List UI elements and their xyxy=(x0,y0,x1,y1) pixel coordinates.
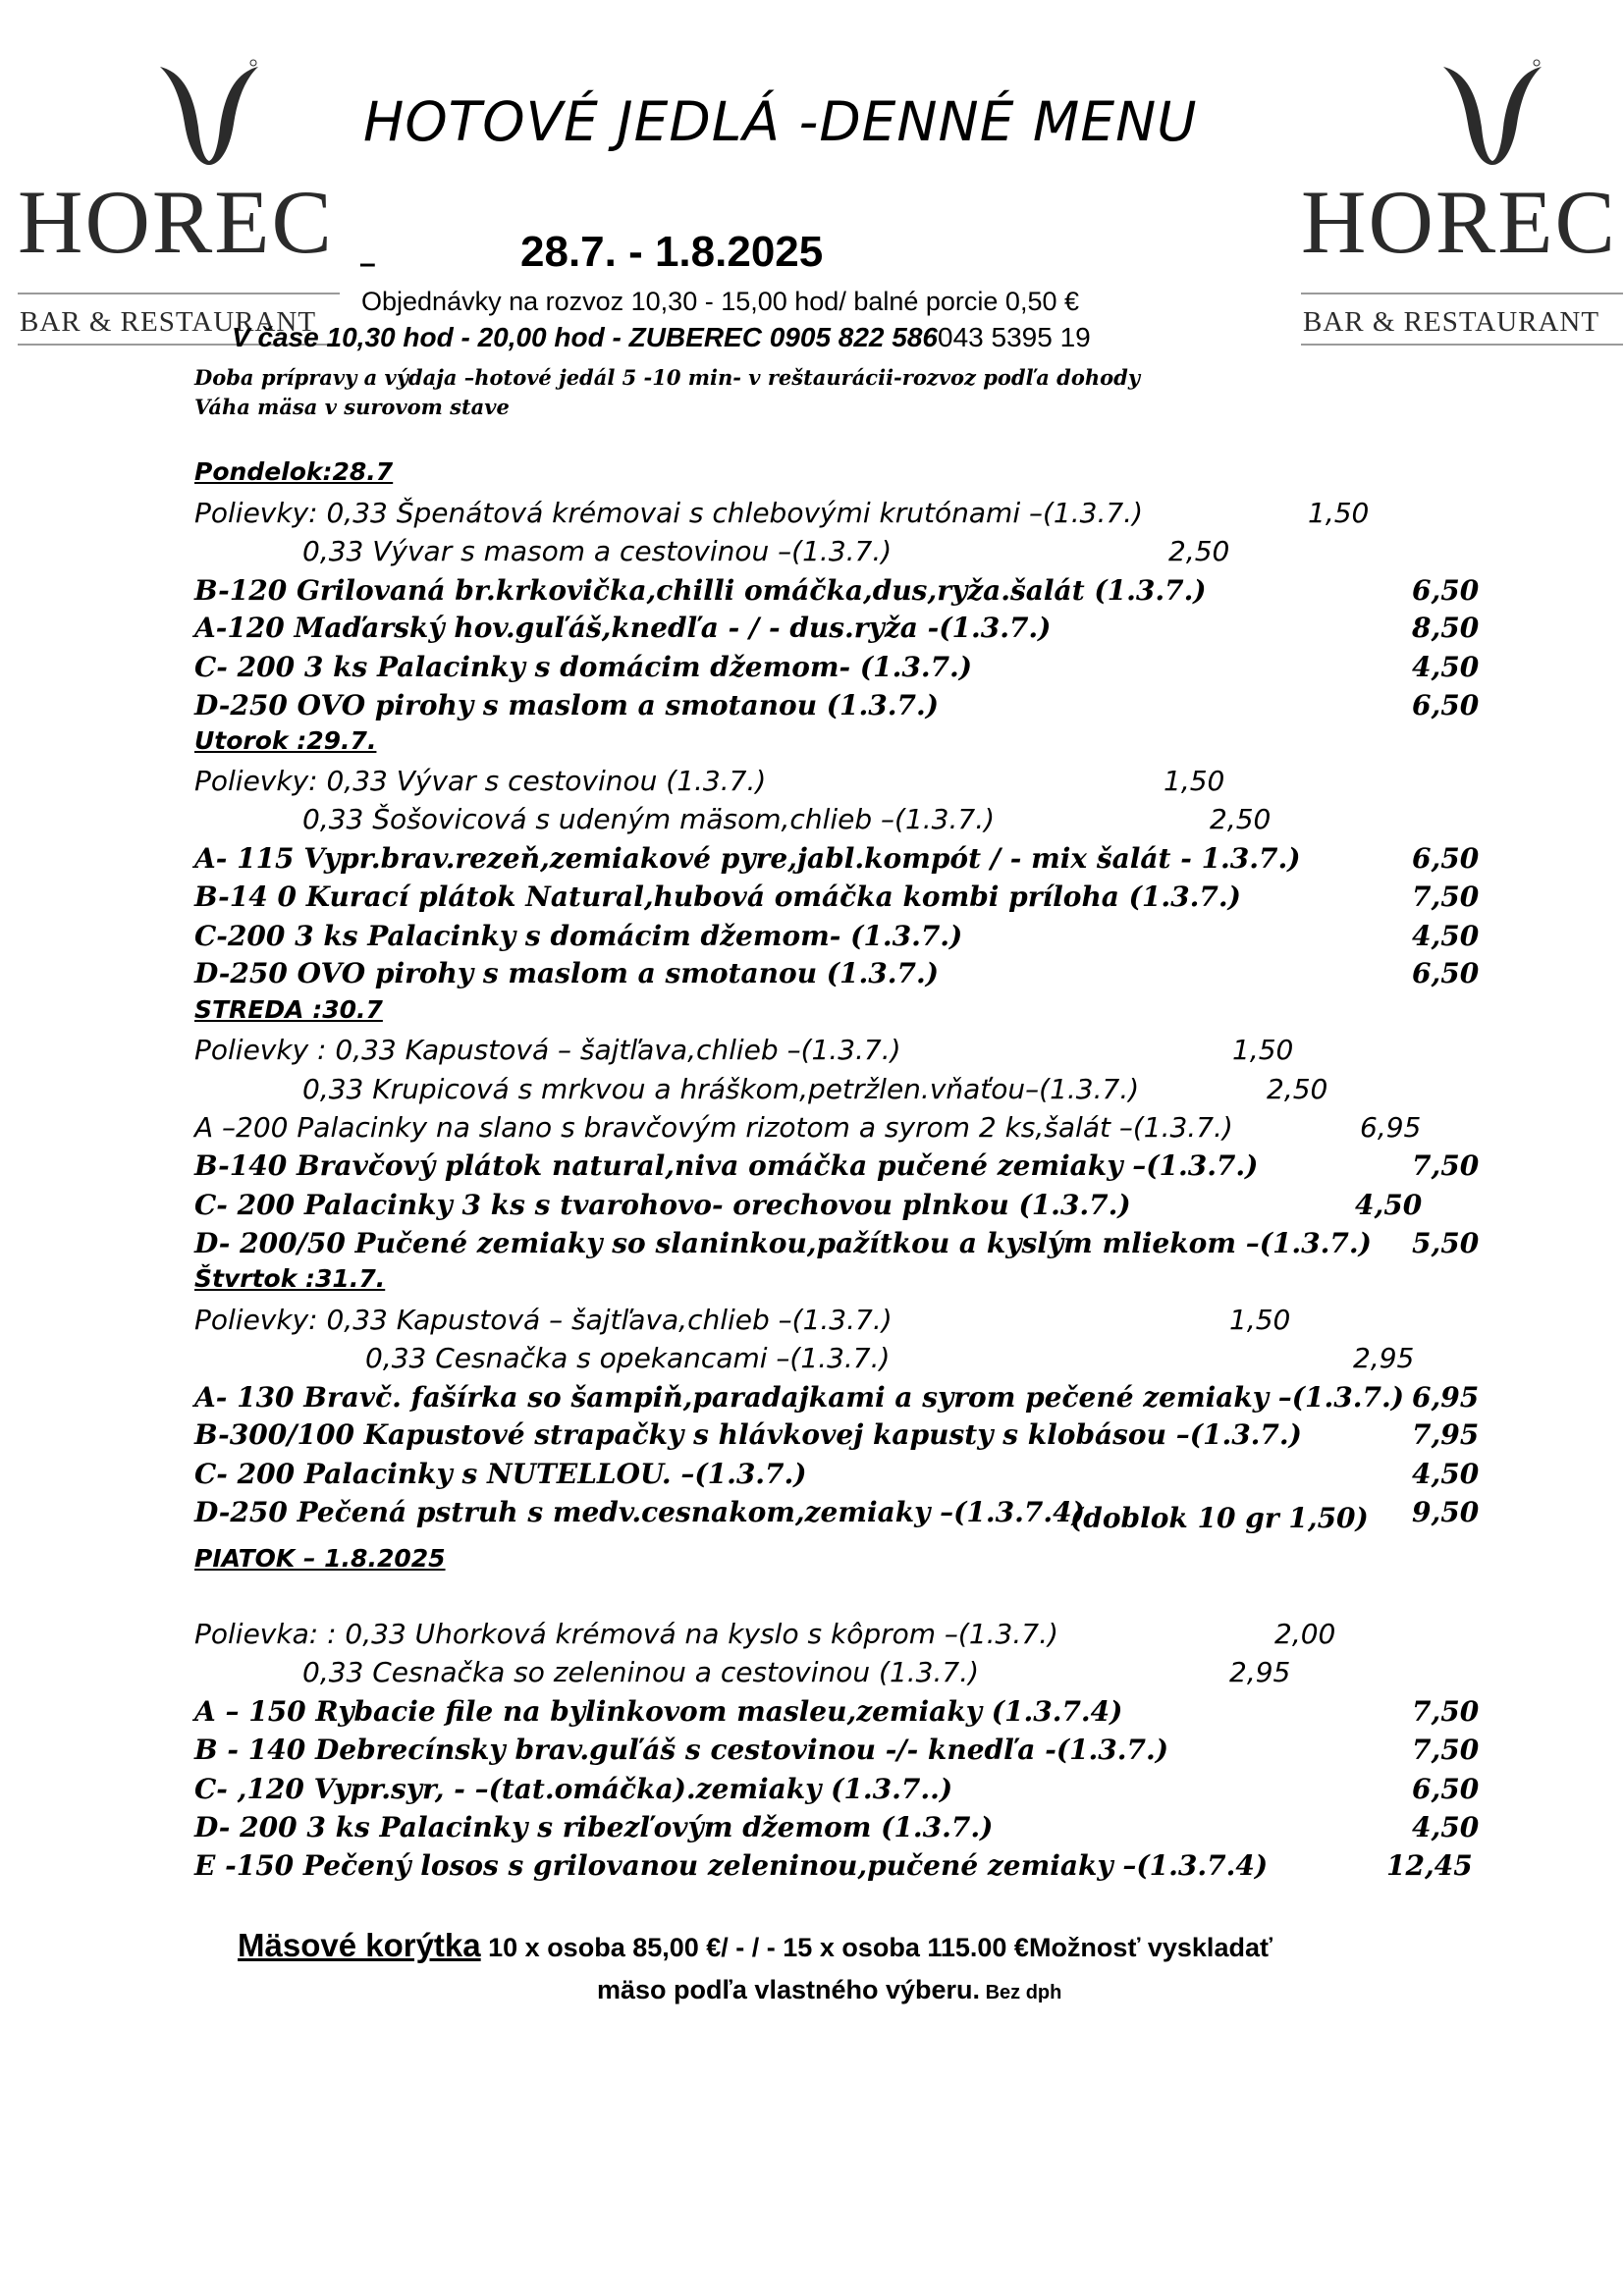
date-range: 28.7. - 1.8.2025 xyxy=(520,228,824,276)
logo-rule xyxy=(1301,293,1623,294)
order-info: Objednávky na rozvoz 10,30 - 15,00 hod/ balné porcie 0,50 € xyxy=(361,287,1079,316)
item-price: 6,95 xyxy=(1412,1381,1480,1414)
item-price: 2,50 xyxy=(1267,1073,1328,1105)
dash-mark: – xyxy=(359,247,376,280)
item-price: 12,45 xyxy=(1386,1849,1473,1882)
item-name: 0,33 Krupicová s mrkvou a hráškom,petržlen.vňaťou–(1.3.7.) xyxy=(302,1073,1140,1105)
item-price: 9,50 xyxy=(1412,1496,1480,1528)
item-name: A- 130 Bravč. fašírka so šampiň,paradajkami a syrom pečené zemiaky –(1.3.7.) xyxy=(194,1381,1404,1414)
item-price: 1,50 xyxy=(1308,497,1370,529)
item-name: 0,33 Cesnačka s opekancami –(1.3.7.) xyxy=(365,1342,891,1374)
item-name: B-14 0 Kurací plátok Natural,hubová omáčka kombi príloha (1.3.7.) xyxy=(194,881,1241,913)
logo-rule-bottom xyxy=(1301,344,1623,346)
day-heading: Pondelok:28.7 xyxy=(194,457,394,486)
item-price: 7,50 xyxy=(1412,1734,1480,1766)
day-heading: STREDA :30.7 xyxy=(194,995,383,1024)
item-name: 0,33 Vývar s masom a cestovinou –(1.3.7.) xyxy=(302,535,893,567)
item-price: 6,50 xyxy=(1412,689,1480,721)
item-price: 2,95 xyxy=(1353,1342,1415,1374)
item-price: 2,50 xyxy=(1210,803,1272,835)
item-name: Polievky: 0,33 Vývar s cestovinou (1.3.7.) xyxy=(194,765,767,797)
logo-tagline: BAR & RESTAURANT xyxy=(1303,306,1600,338)
item-name: D- 200 3 ks Palacinky s ribezľovým džemom (1.3.7.) xyxy=(194,1811,994,1843)
weight-note: Váha mäsa v surovom stave xyxy=(194,395,510,419)
item-name: Polievky : 0,33 Kapustová – šajtľava,chlieb –(1.3.7.) xyxy=(194,1034,901,1066)
day-heading: PIATOK – 1.8.2025 xyxy=(194,1544,446,1573)
logo-rule xyxy=(18,293,340,294)
item-price: 7,50 xyxy=(1412,1695,1480,1728)
item-price: 6,50 xyxy=(1412,957,1480,989)
item-name: C-200 3 ks Palacinky s domácim džemom- (1.3.7.) xyxy=(194,920,963,952)
item-price: 4,50 xyxy=(1412,651,1480,683)
item-price: 8,50 xyxy=(1412,612,1480,644)
item-price: 7,50 xyxy=(1412,1149,1480,1182)
item-price: 2,50 xyxy=(1168,535,1230,567)
item-price: 4,50 xyxy=(1412,1458,1480,1490)
item-price: 1,50 xyxy=(1164,765,1225,797)
item-price: 5,50 xyxy=(1412,1227,1480,1259)
logo-name: HOREC xyxy=(1301,172,1617,272)
item-name: D-250 OVO pirohy s maslom a smotanou (1.3.7.) xyxy=(194,957,939,989)
item-name: B - 140 Debrecínsky brav.guľáš s cestovinou -/- knedľa -(1.3.7.) xyxy=(194,1734,1169,1766)
hours-info: V čase 10,30 hod - 20,00 hod - ZUBEREC 0905 822 586 xyxy=(232,322,939,352)
item-price: 4,50 xyxy=(1412,920,1480,952)
preparation-note: Doba prípravy a výdaja –hotové jedál 5 -10 min- v reštaurácii-rozvoz podľa dohody xyxy=(194,365,1141,390)
platter-prices: 10 x osoba 85,00 €/ - / - 15 x osoba 115.00 €Možnosť vyskladať xyxy=(480,1933,1272,1962)
item-name: 0,33 Šošovicová s udeným mäsom,chlieb –(1.3.7.) xyxy=(302,803,996,835)
hours-line xyxy=(232,322,1091,353)
logo-tagline: BAR & RESTAURANT xyxy=(20,306,317,338)
platter-note xyxy=(597,1975,1061,2005)
item-price: 1,50 xyxy=(1229,1304,1291,1336)
horn-logo-icon xyxy=(155,59,263,167)
item-name: C- 200 Palacinky 3 ks s tvarohovo- orechovou plnkou (1.3.7.) xyxy=(194,1189,1131,1221)
item-name: Polievky: 0,33 Kapustová – šajtľava,chlieb –(1.3.7.) xyxy=(194,1304,893,1336)
item-name: C- 200 Palacinky s NUTELLOU. –(1.3.7.) xyxy=(194,1458,807,1490)
item-name: B-120 Grilovaná br.krkovička,chilli omáčka,dus,ryža.šalát (1.3.7.) xyxy=(194,574,1207,607)
tax-note: Bez dph xyxy=(980,1982,1062,2003)
logo-left xyxy=(18,59,342,338)
item-name: A-120 Maďarský hov.guľáš,knedľa - / - dus.ryža -(1.3.7.) xyxy=(194,612,1052,644)
item-price: 2,00 xyxy=(1274,1618,1336,1650)
item-name: Polievka: : 0,33 Uhorková krémová na kyslo s kôprom –(1.3.7.) xyxy=(194,1618,1058,1650)
item-name: A – 150 Rybacie file na bylinkovom masleu,zemiaky (1.3.7.4) xyxy=(194,1695,1123,1728)
item-name: D-250 Pečená pstruh s medv.cesnakom,zemiaky –(1.3.7.4) xyxy=(194,1496,1085,1528)
item-name: A- 115 Vypr.brav.rezeň,zemiakové pyre,jabl.kompót / - mix šalát - 1.3.7.) xyxy=(194,842,1301,875)
platter-offer xyxy=(238,1927,1272,1964)
item-price: 7,50 xyxy=(1412,881,1480,913)
item-extra: (doblok 10 gr 1,50) xyxy=(1070,1502,1369,1534)
item-name: 0,33 Cesnačka so zeleninou a cestovinou (1.3.7.) xyxy=(302,1656,980,1688)
item-name: D-250 OVO pirohy s maslom a smotanou (1.3.7.) xyxy=(194,689,939,721)
item-price: 6,50 xyxy=(1412,1773,1480,1805)
horn-logo-icon xyxy=(1438,59,1546,167)
item-price: 2,95 xyxy=(1229,1656,1291,1688)
item-name: Polievky: 0,33 Špenátová krémovai s chlebovými krutónami –(1.3.7.) xyxy=(194,497,1143,529)
item-name: B-300/100 Kapustové strapačky s hlávkovej kapusty s klobásou –(1.3.7.) xyxy=(194,1418,1302,1451)
item-price: 6,50 xyxy=(1412,574,1480,607)
item-name: D- 200/50 Pučené zemiaky so slaninkou,pažítkou a kyslým mliekom –(1.3.7.) xyxy=(194,1227,1372,1259)
item-name: A –200 Palacinky na slano s bravčovým rizotom a syrom 2 ks,šalát –(1.3.7.) xyxy=(194,1111,1233,1144)
item-price: 4,50 xyxy=(1355,1189,1423,1221)
item-price: 1,50 xyxy=(1232,1034,1294,1066)
logo-name: HOREC xyxy=(18,172,334,272)
page-title: HOTOVÉ JEDLÁ -DENNÉ MENU xyxy=(363,90,1198,153)
item-price: 4,50 xyxy=(1412,1811,1480,1843)
item-price: 7,95 xyxy=(1412,1418,1480,1451)
item-name: C- ,120 Vypr.syr, - –(tat.omáčka).zemiaky (1.3.7..) xyxy=(194,1773,953,1805)
phone-secondary: 043 5395 19 xyxy=(938,322,1091,352)
item-name: E -150 Pečený losos s grilovanou zeleninou,pučené zemiaky –(1.3.7.4) xyxy=(194,1849,1269,1882)
item-name: C- 200 3 ks Palacinky s domácim džemom- (1.3.7.) xyxy=(194,651,973,683)
item-name: B-140 Bravčový plátok natural,niva omáčka pučené zemiaky –(1.3.7.) xyxy=(194,1149,1259,1182)
day-heading: Štvrtok :31.7. xyxy=(194,1264,386,1293)
logo-right xyxy=(1301,59,1624,338)
platter-heading: Mäsové korýtka xyxy=(238,1927,481,1963)
item-price: 6,50 xyxy=(1412,842,1480,875)
item-price: 6,95 xyxy=(1360,1111,1422,1144)
platter-choice: mäso podľa vlastného výberu. xyxy=(597,1975,981,2004)
day-heading: Utorok :29.7. xyxy=(194,726,377,755)
